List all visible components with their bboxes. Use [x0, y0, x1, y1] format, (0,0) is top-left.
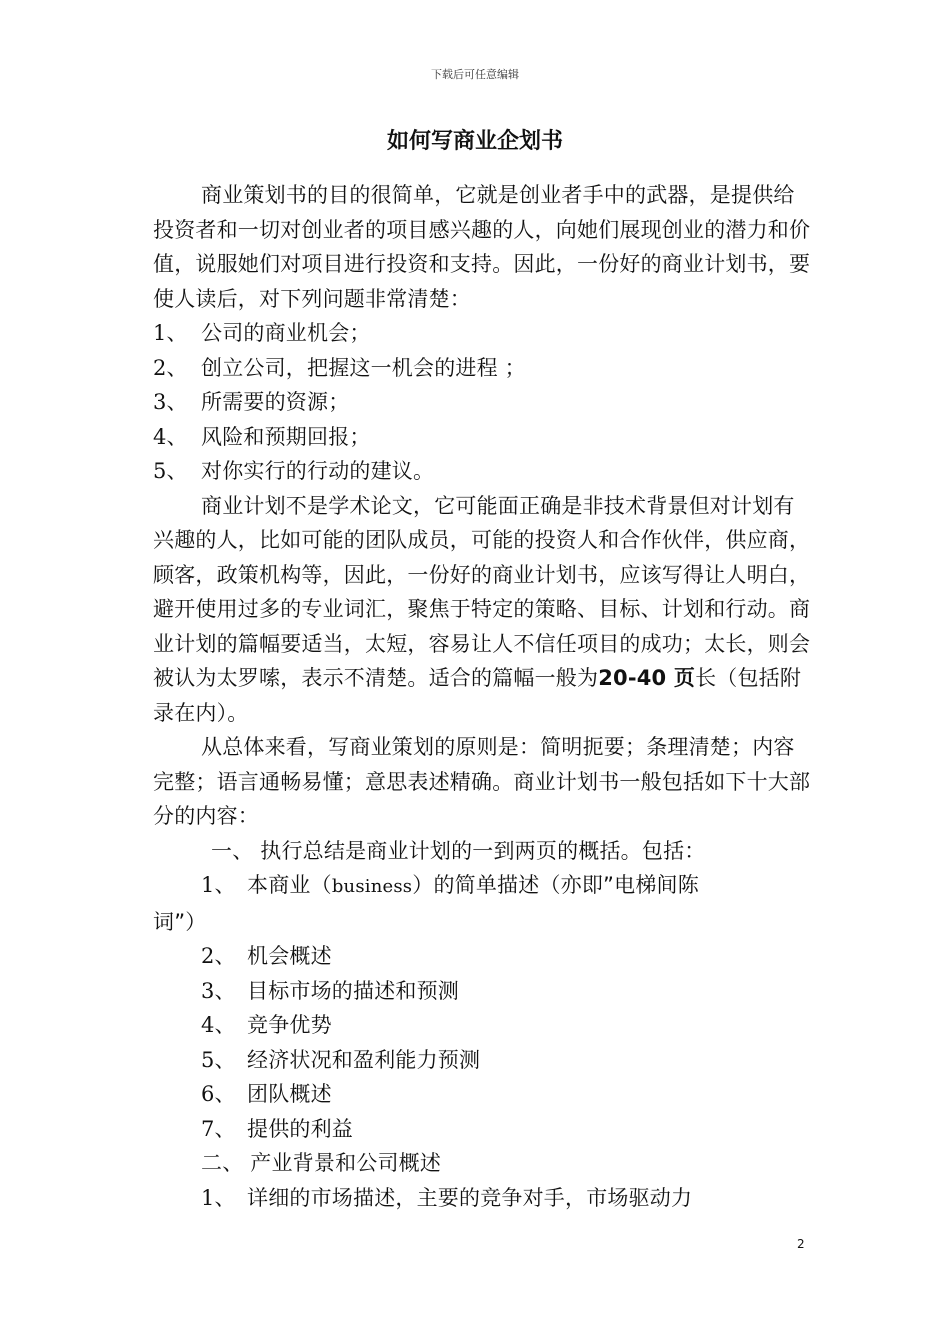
- paragraph-principles: 从总体来看，写商业策划的原则是：简明扼要；条理清楚；内容完整；语言通畅易懂；意思表述精确。商业计划书一般包括如下十大部分的内容：: [153, 735, 811, 828]
- list-item: 1、 详细的市场描述，主要的竞争对手，市场驱动力: [201, 1185, 693, 1210]
- page-number: 2: [797, 1237, 805, 1251]
- section-heading-1: 一、 执行总结是商业计划的一到两页的概括。包括：: [211, 838, 706, 863]
- list-item: 1、 本商业（business）的简单描述（亦即”电梯间陈: [201, 873, 699, 897]
- list-item: 5、 对你实行的行动的建议。: [153, 459, 435, 483]
- document-title: 如何写商业企划书: [386, 129, 563, 154]
- document-body: [153, 178, 813, 1215]
- list-item: 6、 团队概述: [201, 1082, 332, 1106]
- page-header: 下载后可任意编辑: [431, 68, 519, 81]
- section-heading-2: 二、 产业背景和公司概述: [201, 1151, 442, 1175]
- list-item: 7、 提供的利益: [201, 1116, 353, 1141]
- list-item: 4、 风险和预期回报；: [153, 424, 371, 449]
- intro-paragraph: 商业策划书的目的很简单，它就是创业者手中的武器，是提供给投资者和一切对创业者的项目感兴趣的人，向她们展现创业的潜力和价值，说服她们对项目进行投资和支持。因此，一份好的商业计划书，要使人读后，对下列问题非常清楚：: [153, 183, 811, 311]
- paragraph-plan-nature: 商业计划不是学术论文，它可能面正确是非技术背景但对计划有兴趣的人，比如可能的团队成员，可能的投资人和合作伙伴，供应商，顾客，政策机构等，因此，一份好的商业计划书，应该写得让人明白，避开使用过多的专业词汇，聚焦于特定的策略、目标、计划和行动。商业计划的篇幅要适当，太短，容易让人不信任项目的成功；太长，则会被认为太罗嗦，表示不清楚。适合的篇幅一般为20-40 页长（包括附录在内）。: [153, 493, 811, 725]
- list-item: 5、 经济状况和盈利能力预测: [201, 1047, 481, 1072]
- page-range-highlight: 20-40 页: [598, 666, 696, 690]
- list-item: 2、 创立公司，把握这一机会的进程 ；: [153, 355, 526, 380]
- list-item-continuation: 词”）: [153, 909, 207, 934]
- list-item: 3、 所需要的资源；: [153, 390, 350, 414]
- list-item: 1、 公司的商业机会；: [153, 321, 371, 345]
- list-item: 4、 竞争优势: [201, 1013, 332, 1037]
- list-item: 2、 机会概述: [201, 944, 332, 968]
- list-item: 3、 目标市场的描述和预测: [201, 978, 459, 1003]
